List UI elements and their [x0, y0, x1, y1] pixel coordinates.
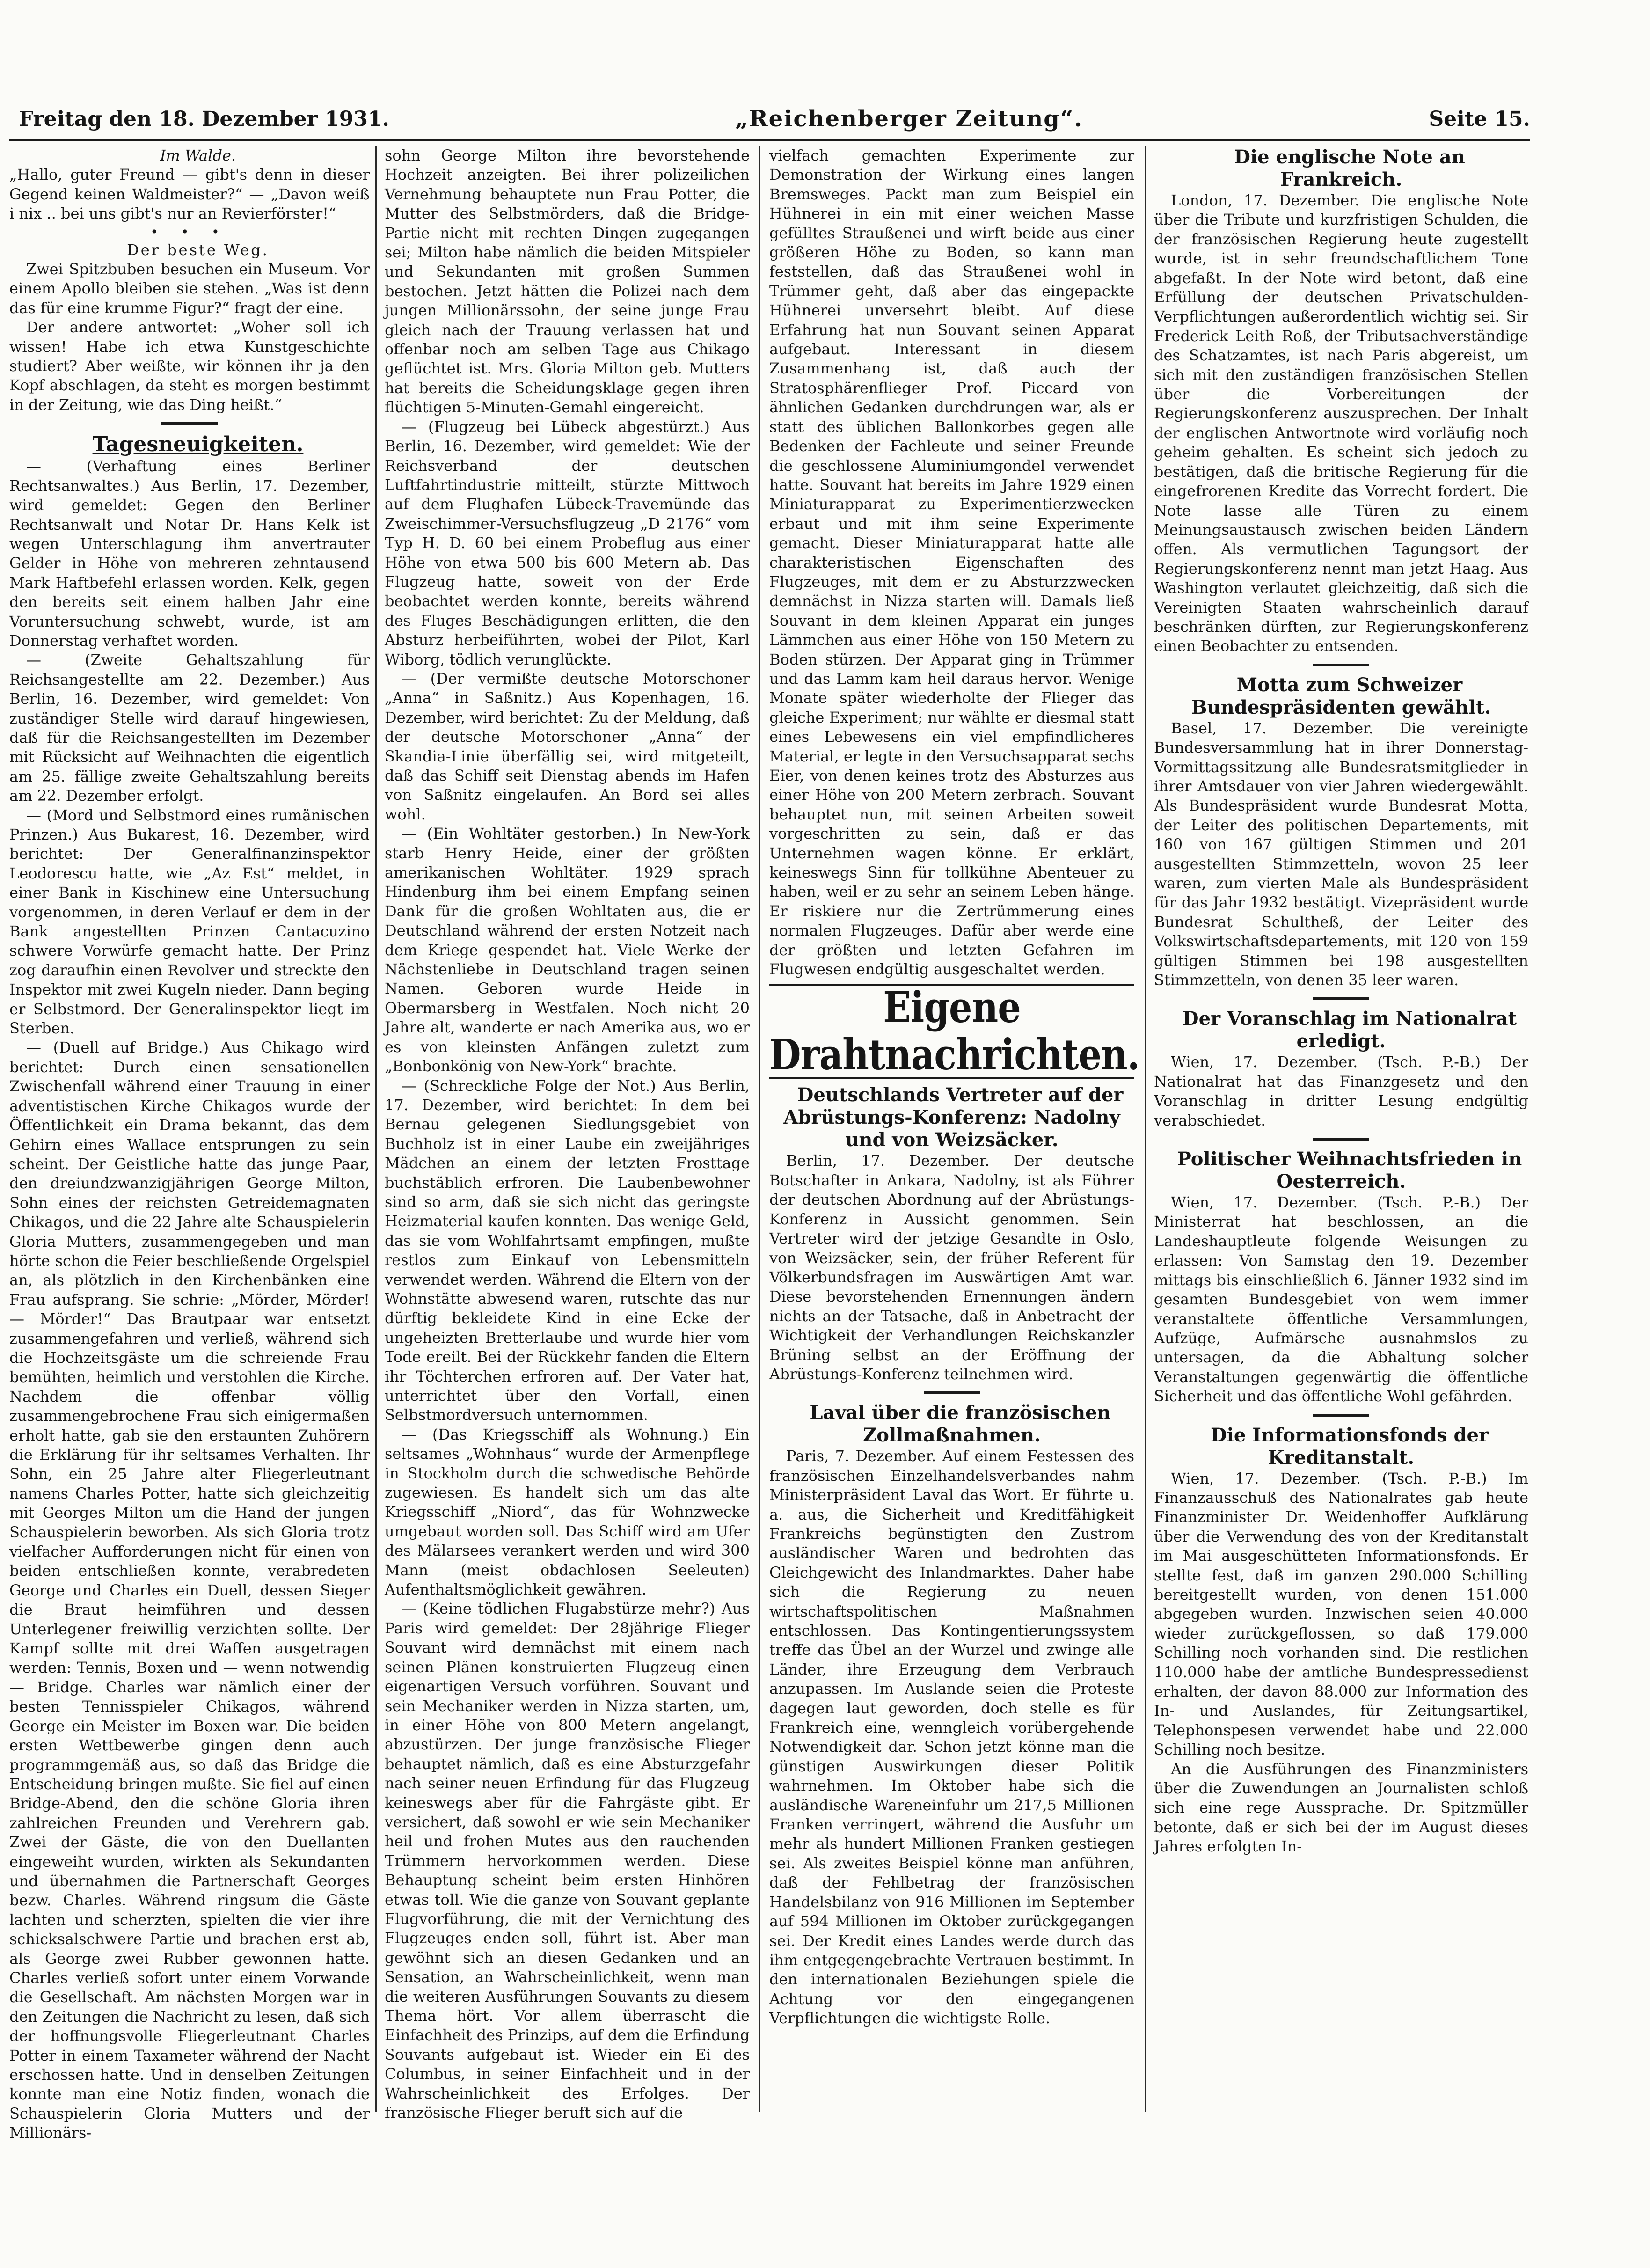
column-4 [1154, 146, 1528, 2112]
news-item: — (Zweite Gehaltszahlung für Reichsangestellte am 22. Dezember.) Aus Berlin, 16. Dezember, wird gemeldet: Von zuständiger Stelle wird darauf hingewiesen, daß für die Reichsangestellten im Dezember mit Rücksicht auf Weihnachten die eigentlich am 25. fällige zweite Gehaltszahlung bereits am 22. Dezember erfolgt. [9, 651, 370, 805]
header-rule [9, 139, 1530, 141]
article-body: An die Ausführungen des Finanzministers über die Zuwendungen an Journalisten schloß sich eine rege Aussprache. Dr. Spitzmüller betonte, daß er sich bei der im August dieses Jahres erfolgten In- [1154, 1760, 1528, 1856]
page-header [19, 104, 1530, 134]
article-headline: Motta zum Schweizer Bundespräsidenten gewählt. [1191, 673, 1491, 718]
article-walde: „Hallo, guter Freund — gibt's denn in dieser Gegend keinen Waldmeister?“ — „Davon weiß i nix .. bei uns gibt's nur an Revierförster!“ [9, 166, 370, 223]
news-item: — (Schreckliche Folge der Not.) Aus Berlin, 17. Dezember, wird berichtet: In dem bei Bernau gelegenen Siedlungsgebiet von Buchholz ist in einer Laube ein zweijähriges Mädchen an einem der letzten Frosttage buchstäblich erfroren. Die Laubenbewohner sind so arm, daß sie sich nicht das geringste Heizmaterial kaufen konnten. Das wenige Geld, das sie vom Wohlfahrtsamt empfingen, mußte restlos zum Einkauf von Lebensmitteln verwendet werden. Während die Eltern von der Wohnstätte abwesend waren, rutschte das nur dürftig bekleidete Kind in eine Ecke der ungeheizten Bretterlaube und wurde hier vom Tode ereilt. Bei der Rückkehr fanden die Eltern ihr Töchterchen erfroren auf. Der Vater hat, unterrichtet über den Vorfall, einen Selbstmordversuch unternommen. [385, 1076, 750, 1424]
section-title-weg: Der beste Weg. [127, 241, 269, 259]
article-headline: Deutschlands Vertreter auf der Abrüstungs-Konferenz: Nadolny und von Weizsäcker. [783, 1084, 1124, 1151]
banner-heading: Eigene Drahtnachrichten. [769, 983, 1139, 1080]
section-title-walde: Im Walde. [160, 146, 236, 164]
article-body: London, 17. Dezember. Die englische Note über die Tribute und kurzfristigen Schulden, die der französischen Regierung heute zugestellt wurde, ist in sehr freundschaftlichem Tone abgefaßt. In der Note wird betont, daß eine Erfüllung der deutschen Privatschulden-Verpflichtungen außerordentlich wichtig sei. Sir Frederick Leith Roß, der Tributsachverständige des Schatzamtes, ist nach Paris abgereist, um sich mit den zuständigen französischen Stellen über die Vorbereitungen der Regierungskonferenz auszusprechen. Der Inhalt der englischen Antwortnote wird vorläufig noch geheim gehalten. Es scheint sich jedoch zu bestätigen, daß die britische Regierung für die eingefrorenen Kredite das Vorrecht fordert. Die Note lasse alle Türen zu einem Meinungsaustausch zwischen beiden Ländern offen. Als vermutlichen Tagungsort der Regierungskonferenz nennt man jetzt Haag. Aus Washington verlautet gleichzeitig, daß sich die Vereinigten Staaten wahrscheinlich darauf beschränken dürften, zur Regierungskonferenz einen Beobachter zu entsenden. [1154, 191, 1528, 655]
separator-rule [1313, 1138, 1369, 1141]
article-headline: Die englische Note an Frankreich. [1234, 146, 1465, 190]
column-3 [769, 146, 1139, 2112]
article-body: Wien, 17. Dezember. (Tsch. P.-B.) Der Ministerrat hat beschlossen, an die Landeshauptleute folgende Weisungen zu erlassen: Von Samstag den 19. Dezember mittags bis einschließlich 6. Jänner 1932 sind im gesamten Bundesgebiet von wem immer veranstaltete öffentliche Versammlungen, Aufzüge, Aufmärsche ausnahmslos zu untersagen, da die Abhaltung solcher Veranstaltungen gegenwärtig die öffentliche Sicherheit und das öffentliche Wohl gefährden. [1154, 1193, 1528, 1405]
separator-rule [924, 1391, 980, 1394]
article-headline: Politischer Weihnachtsfrieden in Oesterreich. [1177, 1148, 1522, 1193]
article-weg: Zwei Spitzbuben besuchen ein Museum. Vor einem Apollo bleiben sie stehen. „Was ist denn das für eine krumme Figur?“ fragt der eine. [9, 260, 370, 317]
column-2 [385, 146, 750, 2122]
separator-rule [1313, 664, 1369, 666]
article-body: Paris, 7. Dezember. Auf einem Festessen des französischen Einzelhandelsverbandes nahm Ministerpräsident Laval das Wort. Er führte u. a. aus, die Sicherheit und Kreditfähigkeit Frankreichs begünstigten den Zustrom ausländischer Waren und bedrohten das Gleichgewicht des Inlandmarktes. Daher habe sich die Regierung zu neuen wirtschaftspolitischen Maßnahmen entschlossen. Das Kontingentierungssystem treffe das Übel an der Wurzel und zwinge alle Länder, ihre Erzeugung dem Verbrauch anzupassen. Im Auslande seien die Proteste dagegen laut geworden, doch stelle es für Frankreich eine, wennglеich vorübergehende Notwendigkeit dar. Schon jetzt könne man die günstigen Auswirkungen dieser Politik wahrnehmen. Im Oktober habe sich die ausländische Wareneinfuhr um 217,5 Millionen Franken verringert, während die Ausfuhr um mehr als hundert Millionen Franken gestiegen sei. Als zweites Beispiel könne man anführen, daß der Fehlbetrag der französischen Handelsbilanz von 916 Millionen im September auf 594 Millionen im Oktober zurückgegangen sei. Der Kredit eines Landes werde durch das ihm entgegengebrachte Vertrauen bestimmt. In den internationalen Beziehungen spiele die Achtung vor den eingegangenen Verpflichtungen die wichtigste Rolle. [769, 1447, 1134, 2027]
news-item: — (Verhaftung eines Berliner Rechtsanwaltes.) Aus Berlin, 17. Dezember, wird gemeldet: Gegen den Berliner Rechtsanwalt und Notar Dr. Hans Kelk ist wegen Unterschlagung ihm anvertrauter Gelder in Höhe von mehreren zehntausend Mark Haftbefehl erlassen worden. Kelk, gegen den bereits seit einem halben Jahr eine Voruntersuchung schwebt, wurde, ist am Donnerstag verhaftet worden. [9, 457, 370, 650]
separator-dots: • • • [150, 224, 229, 240]
section-heading: Tagesneuigkeiten. [92, 432, 304, 457]
article-body: Wien, 17. Dezember. (Tsch. P.-B.) Im Finanzausschuß des Nationalrates gab heute Finanzminister Dr. Weidenhoffer Aufklärung über die Verwendung des von der Kreditanstalt im Mai ausgeschütteten Informationsfonds. Er stellte fest, daß im ganzen 290.000 Schilling bereitgestellt wurden, von denen 151.000 abgegeben wurden. Inzwischen seien 40.000 wieder zurückgeflossen, so daß 179.000 Schilling noch vorhanden sind. Die restlichen 110.000 habe der amtliche Bundespressedienst erhalten, der davon 88.000 zur Information des In- und Auslandes, für Zeitungsartikel, Telephonspesen verwendet habe und 22.000 Schilling noch besitze. [1154, 1469, 1528, 1759]
article-body: Berlin, 17. Dezember. Der deutsche Botschafter in Ankara, Nadolny, ist als Führer der deutschen Abordnung auf der Abrüstungs-Konferenz in Aussicht genommen. Sein Vertreter wird der jetzige Gesandte in Oslo, von Weizsäcker, sein, der früher Referent für Völkerbundsfragen im Auswärtigen Amt war. Diese bevorstehenden Ernennungen ändern nichts an der Tatsache, daß in Anbetracht der Wichtigkeit der Verhandlungen Reichskanzler Brüning selbst an der Eröffnung der Abrüstungs-Konferenz teilnehmen wird. [769, 1152, 1134, 1383]
column-1 [9, 146, 370, 2142]
article-weg-2: Der andere antwortet: „Woher soll ich wissen! Habe ich etwa Kunstgeschichte studiert? Aber weißte, wir können ihr ja den Kopf abschlagen, da steht es morgen bestimmt in der Zeitung, wie das Ding heißt.“ [9, 318, 370, 414]
masthead: „Reichenberger Zeitung“. [735, 106, 1083, 132]
news-item: — (Flugzeug bei Lübeck abgestürzt.) Aus Berlin, 16. Dezember, wird gemeldet: Wie der Reichsverband der deutschen Luftfahrtindustrie mitteilt, stürzte Mittwoch auf dem Flughafen Lübeck-Travemünde das Zweischimmer-Versuchsflugzeug „D 2176“ vom Typ H. D. 60 bei einem Probeflug aus einer Höhe von etwa 500 bis 600 Metern ab. Das Flugzeug hatte, soweit von der Erde beobachtet werden konnte, bereits während des Fluges Beschädigungen erlitten, die den Absturz herbeiführten, wobei der Pilot, Karl Wiborg, tödlich verunglückte. [385, 417, 750, 668]
separator-rule [1313, 997, 1369, 1000]
separator-rule [161, 422, 218, 425]
article-headline: Laval über die französischen Zollmaßnahmen. [810, 1402, 1111, 1447]
column-divider [759, 146, 760, 2112]
column-divider [1145, 146, 1146, 2112]
article-headline: Die Informationsfonds der Kreditanstalt. [1210, 1424, 1489, 1469]
article-body: Wien, 17. Dezember. (Tsch. P.-B.) Der Nationalrat hat das Finanzgesetz und den Voranschlag in dritter Lesung endgültig verabschiedet. [1154, 1053, 1528, 1129]
news-item: — (Ein Wohltäter gestorben.) In New-York starb Henry Heide, einer der größten amerikanischen Wohltäter. 1929 sprach Hindenburg ihm bei einem Empfang seinen Dank für die großen Wohltaten aus, die er Deutschland während der ersten Notzeit nach dem Kriege gespendet hat. Viele Werke der Nächstenliebe in Deutschland tragen seinen Namen. Geboren wurde Heide in Obermarsberg in Westfalen. Noch nicht 20 Jahre alt, wanderte er nach Amerika aus, wo er es von kleinsten Anfängen zuletzt zum „Bonbonkönig von New-York“ brachte. [385, 825, 750, 1075]
header-date: Freitag den 18. Dezember 1931. [19, 107, 389, 131]
news-item: — (Der vermißte deutsche Motorschoner „Anna“ in Saßnitz.) Aus Kopenhagen, 16. Dezember, wird berichtet: Zu der Meldung, daß der deutsche Motorschoner „Anna“ der Skandia-Linie überfällig sei, wird mitgeteilt, daß das Schiff seit Dienstag abends im Hafen von Saßnitz eingelaufen. An Bord sei alles wohl. [385, 669, 750, 823]
article-headline: Der Voranschlag im Nationalrat erledigt. [1182, 1008, 1517, 1053]
news-item: — (Keine tödlichen Flugabstürze mehr?) Aus Paris wird gemeldet: Der 28jährige Flieger Souvant wird demnächst mit einem nach seinen Plänen konstruierten Flugzeug einen eigenartigen Versuch vorführen. Souvant und sein Mechaniker werden in Nizza starten, um, in einer Höhe von 800 Metern angelangt, abzustürzen. Der junge französische Flieger behauptet nämlich, daß es eine Absturzgefahr nach seiner neuen Erfindung für das Flugzeug keineswegs aber für die Fahrgäste gibt. Er versichert, daß sowohl er wie sein Mechaniker heil und frohen Mutes aus den rauchenden Trümmern hervorkommen werden. Diese Behauptung scheint beim ersten Hinhören etwas toll. Wie die ganze von Souvant geplante Flugvorführung, die mit der Vernichtung des Flugzeuges enden soll, führt ist. Aber man gewöhnt sich an diesen Gedanken und an Sensation, an Wahrscheinlichkeit, wenn man die weiteren Ausführungen Souvants zu diesem Thema hört. Vor allem überrascht die Einfachheit des Prinzips, auf dem die Erfindung Souvants aufgebaut ist. Wieder ein Ei des Columbus, in seiner Einfachheit und in der Wahrscheinlichkeit des Erfolges. Der französische Flieger beruft sich auf die [385, 1600, 750, 2122]
separator-rule [1313, 1414, 1369, 1417]
news-item: sohn George Milton ihre bevorstehende Hochzeit anzeigten. Bei ihrer polizeilichen Vernehmung behauptete nun Frau Potter, die Mutter des Selbstmörders, daß die Bridge-Partie nicht mit rechten Dingen zugegangen sei; Milton habe nämlich die beiden Mitspieler und Sekundanten mit großen Summen bestochen. Jetzt hätten die Polizei nach dem jungen Millionärssohn, der seine junge Frau gleich nach der Trauung verlassen hat und offenbar noch am selben Tage aus Chikago geflüchtet ist. Mrs. Gloria Milton geb. Mutters hat bereits die Scheidungsklage gegen ihren flüchtigen 5-Minuten-Gemahl eingereicht. [385, 146, 750, 417]
news-item: — (Duell auf Bridge.) Aus Chikago wird berichtet: Durch einen sensationellen Zwischenfall während einer Trauung in einer adventistischen Kirche Chikagos wurde der Öffentlichkeit ein Drama bekannt, das dem Gehirn eines Wallace entsprungen zu sein scheint. Der Geistliche hatte das junge Paar, den dreiundzwanzigjährigen George Milton, Sohn eines der reichsten Getreidemagnaten Chikagos, und die 22 Jahre alte Schauspielerin Gloria Mutters, zusammengegeben und man hörte schon die Feier beschließende Orgelspiel an, als plötzlich in den Kirchenbänken eine Frau aufsprang. Sie schrie: „Mörder, Mörder! — Mörder!“ Das Brautpaar war entsetzt zusammengefahren und verließ, während sich die Hochzeitsgäste um die schreiende Frau bemühten, heimlich und verstohlen die Kirche. Nachdem die offenbar völlig zusammengebrochene Frau sich einigermaßen erholt hatte, gab sie den erstaunten Zuhörern die Erklärung für ihr seltsames Verhalten. Ihr Sohn, ein 25 Jahre alter Fliegerleutnant namens Charles Potter, hatte sich gleichzeitig mit Georges Milton um die Hand der jungen Schauspielerin beworben. Als sich Gloria trotz vielfacher Aufforderungen nicht für einen von beiden entschließen konnte, verabredeten George und Charles ein Duell, dessen Sieger die Braut heimführen und dessen Unterlegener freiwillig verzichten sollte. Der Kampf sollte mit drei Waffen ausgetragen werden: Tennis, Boxen und — wenn notwendig — Bridge. Charles war nämlich einer der besten Tennisspieler Chikagos, während George ein Meister im Boxen war. Die beiden ersten Wettbewerbe gingen denn auch programmgemäß aus, so daß das Bridge die Entscheidung bringen mußte. Sie fiel auf einen Bridge-Abend, den die schöne Gloria ihren zahlreichen Freunden und Verehrern gab. Zwei der Gäste, die von den Duellanten eingeweiht wurden, wirkten als Sekundanten und übernahmen die Partnerschaft Georges bezw. Charles. Während ringsum die Gäste lachten und scherzten, spielten die vier ihre schicksalschwere Partie und brachen erst ab, als George zwei Rubber gewonnen hatte. Charles verließ sofort unter einem Vorwande die Gesellschaft. Am nächsten Morgen war in den Zeitungen die Nachricht zu lesen, daß sich der hoffnungsvolle Fliegerleutnant Charles Potter in einem Taxameter während der Nacht erschossen hatte. Und in denselben Zeitungen konnte man eine Notiz finden, wonach die Schauspielerin Gloria Mutters und der Millionärs- [9, 1039, 370, 2142]
page-number: Seite 15. [1429, 107, 1530, 131]
news-item: vielfach gemachten Experimente zur Demonstration der Wirkung eines langen Bremsweges. Packt man zum Beispiel ein Hühnerei in ein mit einer weichen Masse gefülltes Straußenei und wirft beide aus einer größeren Höhe zu Boden, so kann man feststellen, daß das Straußenei wohl in Trümmer geht, daß aber das eingepackte Hühnerei unversehrt bleibt. Auf diese Erfahrung hat nun Souvant seinen Apparat aufgebaut. Interessant in diesem Zusammenhang ist, daß auch der Stratosphärenflieger Prof. Piccard von ähnlichen Gedanken durchdrungen war, als er statt des üblichen Ballonkorbes gegen alle Bedenken der Fachleute und seiner Freunde die geschlossene Aluminiumgondel verwendet hatte. Souvant hat bereits im Jahre 1929 einen Miniaturapparat zu Experimentierzwecken erbaut und mit ihm seine Experimente gemacht. Dieser Miniaturapparat hatte alle charakteristischen Eigenschaften des Flugzeuges, mit dem er zu Absturzzwecken demnächst in Nizza starten will. Damals ließ Souvant in dem kleinen Apparat ein junges Lämmchen aus einer Höhe von 150 Metern zu Boden stürzen. Der Apparat ging in Trümmer und das Lamm kam heil daraus hervor. Wenige Monate später wiederholte der Flieger das gleiche Experiment; nur wählte er diesmal statt eines Lebewesens ein viel empfindlicheres Material, er legte in den Versuchsapparat sechs Eier, von denen keines trotz des Absturzes aus einer Höhe von 200 Metern zerbrach. Souvant behauptet nun, mit seinen Arbeiten soweit vorgeschritten zu sein, daß er das Unternehmen wagen könne. Er erklärt, keineswegs Sinn für tollkühne Abenteuer zu haben, weil er zu sehr an seinem Leben hänge. Er riskiere nur die Zertrümmerung eines normalen Flugzeuges. Dafür aber werde eine der größten und letzten Gefahren im Flugwesen endgültig ausgeschaltet werden. [769, 146, 1134, 979]
column-divider [375, 146, 377, 2112]
article-body: Basel, 17. Dezember. Die vereinigte Bundesversammlung hat in ihrer Donnerstag-Vormittagssitzung alle Bundesratsmitglieder in ihrer Amtsdauer von vier Jahren wiedergewählt. Als Bundespräsident wurde Bundesrat Motta, der Leiter des politischen Departements, mit 160 von 167 gültigen Stimmen und 201 ausgestellten Stimmzetteln, wovon 25 leer waren, zum vierten Male als Bundespräsident für das Jahr 1932 bestätigt. Vizepräsident wurde Bundesrat Schultheß, der Leiter des Volkswirtschaftsdepartements, mit 120 von 159 gültigen Stimmen bei 198 ausgestellten Stimmzetteln, von denen 35 leer waren. [1154, 719, 1528, 989]
news-item: — (Mord und Selbstmord eines rumänischen Prinzen.) Aus Bukarest, 16. Dezember, wird berichtet: Der Generalfinanzinspektor Leodorescu hatte, wie „Az Est“ meldet, in einer Bank in Kischinew eine Untersuchung vorgenommen, in deren Verlauf er dem in der Bank angestellten Prinzen Cantacuzino schwere Vorwürfe gemacht hatte. Der Prinz zog daraufhin einen Revolver und streckte den Inspektor mit zwei Kugeln nieder. Dann beging er Selbstmord. Der Generalinspektor liegt im Sterben. [9, 806, 370, 1038]
news-item: — (Das Kriegsschiff als Wohnung.) Ein seltsames „Wohnhaus“ wurde der Armenpflege in Stockholm durch die schwedische Behörde zugewiesen. Es handelt sich um das alte Kriegsschiff „Niord“, das für Wohnzwecke umgebaut worden soll. Das Schiff wird am Ufer des Mälarsees verankert werden und wird 300 Mann (meist obdachlosen Seeleuten) Aufenthaltsmöglichkeit gewähren. [385, 1425, 750, 1599]
